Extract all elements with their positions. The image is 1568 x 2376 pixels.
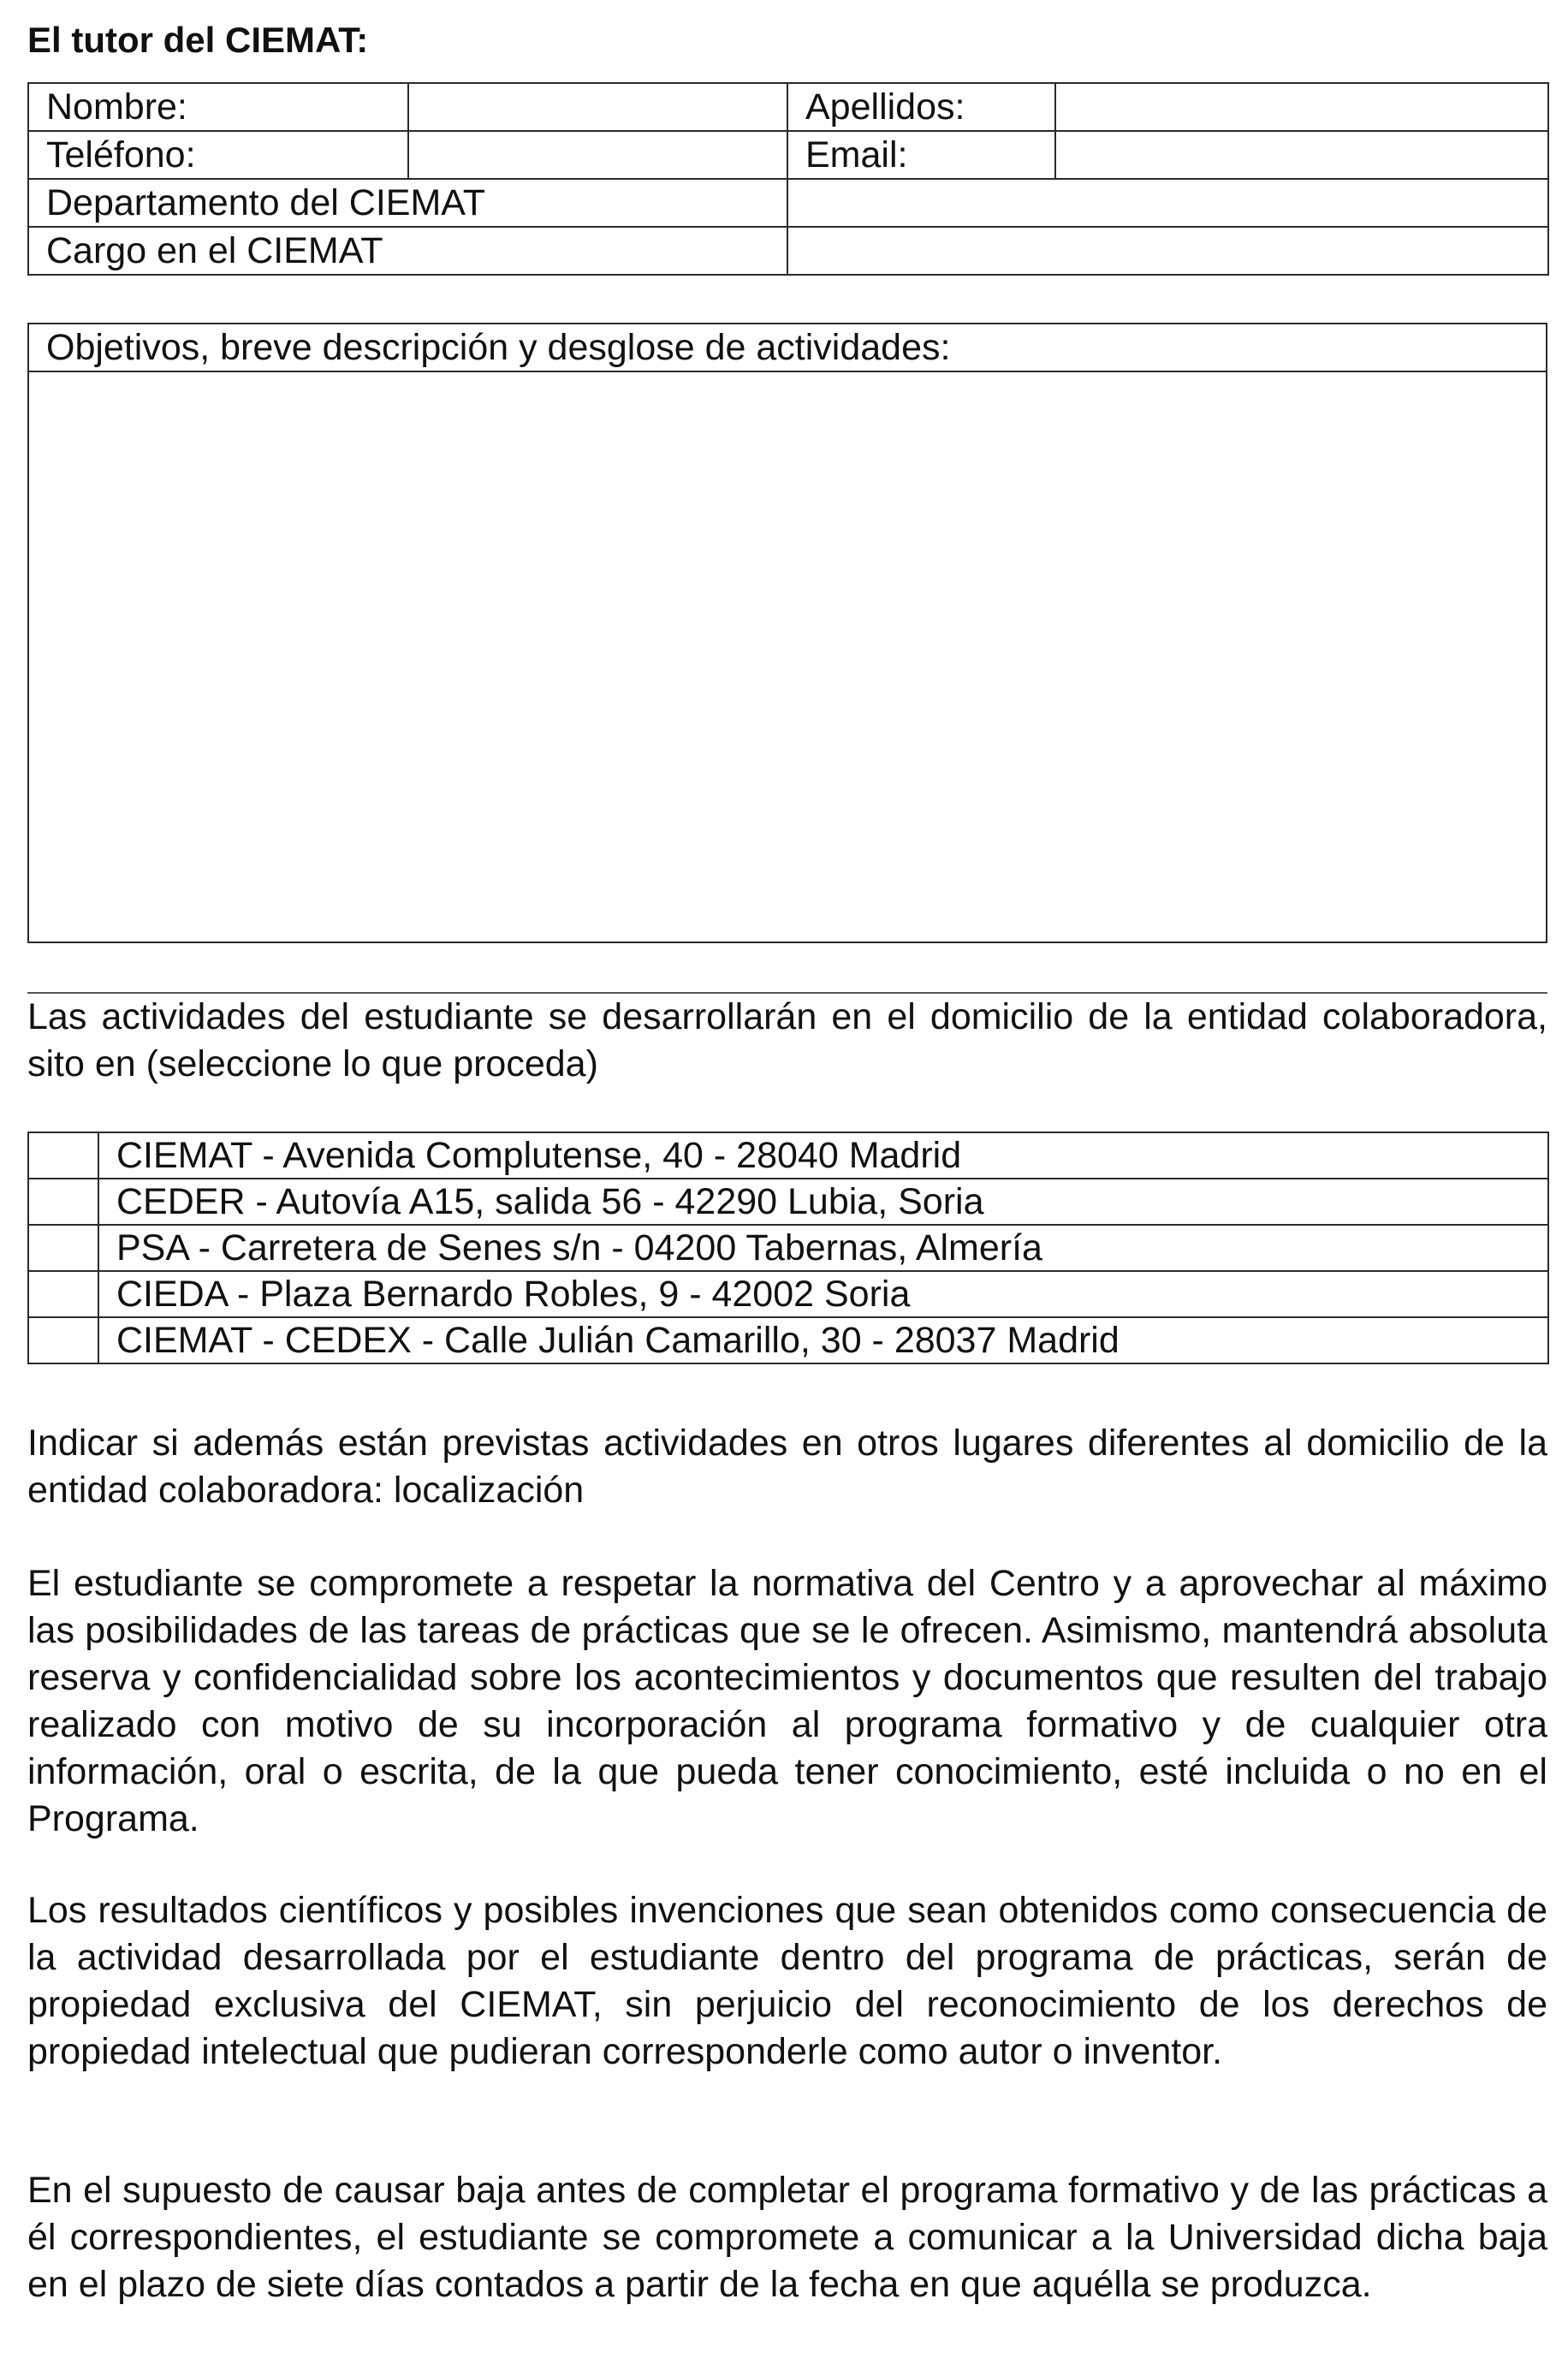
table-row	[28, 1132, 1548, 1179]
table-row	[28, 1179, 1548, 1225]
telefono-label: Teléfono:	[28, 131, 408, 179]
nombre-field[interactable]	[408, 83, 787, 131]
table-row	[28, 1317, 1548, 1363]
table-row	[28, 1271, 1548, 1317]
location-checkbox[interactable]	[28, 1179, 98, 1225]
location-checkbox[interactable]	[28, 1317, 98, 1363]
apellidos-field[interactable]	[1055, 83, 1548, 131]
table-row	[28, 131, 1548, 179]
commitment-text: El estudiante se compromete a respetar la normativa del Centro y a aprovechar al máximo las posibilidades de las tareas de prácticas que se le ofrecen. Asimismo, mantendrá absoluta reserva y confidencialidad sobre los acontecimientos y documentos que resulten del trabajo realizado con motivo de su incorporación al programa formativo y de cualquier otra información, oral o escrita, de la que pueda tener conocimiento, esté incluida o no en el Programa.	[27, 1563, 1547, 1839]
location-label: CIEMAT - CEDEX - Calle Julián Camarillo, 30 - 28037 Madrid	[98, 1317, 1548, 1363]
cargo-label: Cargo en el CIEMAT	[28, 227, 787, 275]
location-checkbox[interactable]	[28, 1132, 98, 1179]
table-row	[28, 227, 1548, 275]
location-checkbox[interactable]	[28, 1271, 98, 1317]
tutor-table	[27, 82, 1549, 276]
location-label: PSA - Carretera de Senes s/n - 04200 Tabernas, Almería	[98, 1225, 1548, 1271]
objectives-field[interactable]	[28, 371, 1547, 942]
table-row	[28, 324, 1547, 371]
locations-table	[27, 1132, 1549, 1364]
table-row	[28, 1225, 1548, 1271]
table-row	[28, 371, 1547, 942]
results-text: Los resultados científicos y posibles invenciones que sean obtenidos como consecuencia de la actividad desarrollada por el estudiante dentro del programa de prácticas, serán de propiedad exclusiva del CIEMAT, sin perjuicio del reconocimiento de los derechos de propiedad intelectual que pudieran corresponderle como autor o inventor.	[27, 1890, 1547, 2072]
departamento-label: Departamento del CIEMAT	[28, 179, 787, 227]
nombre-label: Nombre:	[28, 83, 408, 131]
email-field[interactable]	[1055, 131, 1548, 179]
objectives-table	[27, 323, 1547, 943]
telefono-field[interactable]	[408, 131, 787, 179]
apellidos-label: Apellidos:	[787, 83, 1055, 131]
cargo-field[interactable]	[787, 227, 1548, 275]
objectives-label: Objetivos, breve descripción y desglose de actividades:	[28, 324, 1547, 371]
withdrawal-text: En el supuesto de causar baja antes de completar el programa formativo y de las prácticas a él correspondientes, el estudiante se compromete a comunicar a la Universidad dicha baja en el plazo de siete días contados a partir de la fecha en que aquélla se produzca.	[27, 2170, 1547, 2305]
location-label: CEDER - Autovía A15, salida 56 - 42290 Lubia, Soria	[98, 1179, 1548, 1225]
other-locations-text: Indicar si además están previstas actividades en otros lugares diferentes al domicilio de la entidad colaboradora: localización	[27, 1423, 1547, 1511]
activities-intro: Las actividades del estudiante se desarrollarán en el domicilio de la entidad colaboradora, sito en (seleccione lo que proceda)	[27, 996, 1547, 1084]
table-row	[28, 179, 1548, 227]
location-label: CIEMAT - Avenida Complutense, 40 - 28040 Madrid	[98, 1132, 1548, 1179]
section-heading: El tutor del CIEMAT:	[27, 20, 369, 60]
location-checkbox[interactable]	[28, 1225, 98, 1271]
table-row	[28, 83, 1548, 131]
departamento-field[interactable]	[787, 179, 1548, 227]
location-label: CIEDA - Plaza Bernardo Robles, 9 - 42002 Soria	[98, 1271, 1548, 1317]
email-label: Email:	[787, 131, 1055, 179]
